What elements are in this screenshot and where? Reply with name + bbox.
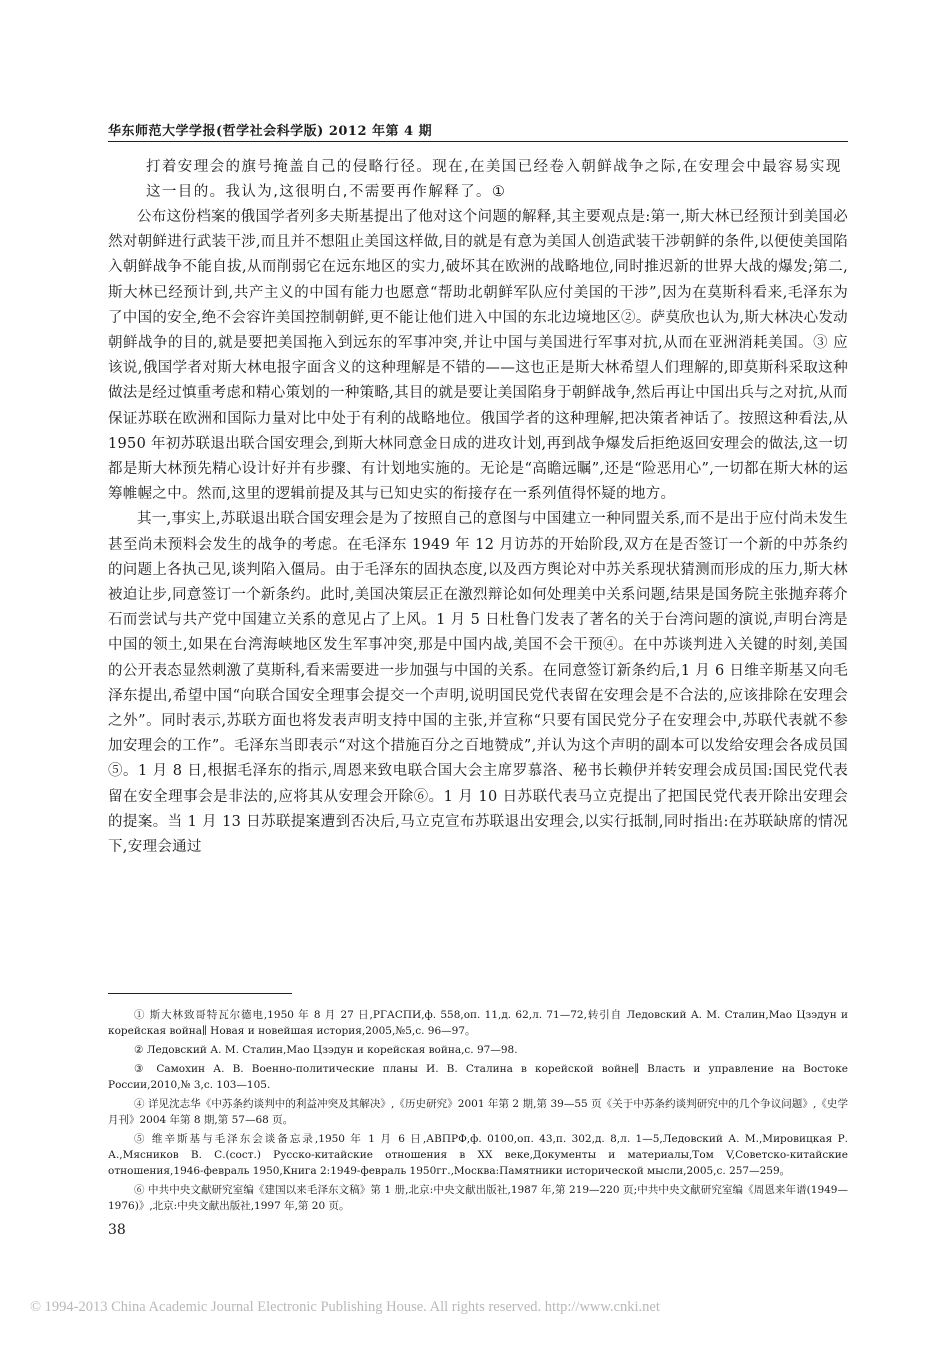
footnote-4: ④ 详见沈志华《中苏条约谈判中的利益冲突及其解决》,《历史研究》2001 年第 2 期,第 39—55 页《关于中苏条约谈判研究中的几个争议问题》,《史学月刊》2004 年第 8 期,第 57—68 页。 [108,1098,848,1126]
footnote-1: ① 斯大林致哥特瓦尔德电,1950 年 8 月 27 日,РГАСПИ,ф. 558,оп. 11,д. 62,л. 71—72,转引自 Ледовский А. М. Сталин,Мао Цзэдун и корейская война∥ Новая и новейшая история,2005,№5,с. 96—97。 [108,1009,848,1037]
footnote-rule [108,993,292,994]
block-quote: 打着安理会的旗号掩盖自己的侵略行径。现在,在美国已经卷入朝鲜战争之际,在安理会中最容易实现这一目的。我认为,这很明白,不需要再作解释了。① [146,159,842,200]
footnote-2: ② Ледовский А. М. Сталин,Мао Цзэдун и корейская война,с. 97—98. [134,1044,518,1056]
header-rule [108,141,848,142]
footnote-6: ⑥ 中共中央文献研究室编《建国以来毛泽东文稿》第 1 册,北京:中央文献出版社,1987 年,第 219—220 页;中共中央文献研究室编《周恩来年谱(1949—1976)》,北京:中央文献出版社,1997 年,第 20 页。 [108,1184,848,1212]
footnotes [108,1007,848,1217]
footnote-5: ⑤ 维辛斯基与毛泽东会谈备忘录,1950 年 1 月 6 日,АВПРФ,ф. 0100,оп. 43,п. 302,д. 8,л. 1—5,Ледовский А. М.,Мировицкая Р. А.,Мясников В. С.(сост.) Русско-китайские отношения в XX веке,Документы и материалы,Том V,Советско-китайские отношения,1946-февраль 1950,Книга 2:1949-февраль 1950гг.,Москва:Памятники исторической мысли,2005,с. 257—259。 [108,1133,848,1177]
footnote-3: ③ Самохин А. В. Военно-политические планы И. В. Сталина в корейской войне∥ Власть и управление на Востоке России,2010,№ 3,с. 103—105. [108,1063,848,1091]
main-text [108,155,848,860]
running-header: 华东师范大学学报(哲学社会科学版) 2012 年第 4 期 [108,124,433,139]
body-paragraph-1: 公布这份档案的俄国学者列多夫斯基提出了他对这个问题的解释,其主要观点是:第一,斯大林已经预计到美国必然对朝鲜进行武装干涉,而且并不想阻止美国这样做,目的就是有意为美国人创造武装干涉朝鲜的条件,以便使美国陷入朝鲜战争不能自拔,从而削弱它在远东地区的实力,破坏其在欧洲的战略地位,同时推迟新的世界大战的爆发;第二,斯大林已经预计到,共产主义的中国有能力也愿意“帮助北朝鲜军队应付美国的干涉”,因为在莫斯科看来,毛泽东为了中国的安全,绝不会容许美国控制朝鲜,更不能让他们进入中国的东北边境地区②。萨莫欣也认为,斯大林决心发动朝鲜战争的目的,就是要把美国拖入到远东的军事冲突,并让中国与美国进行军事对抗,从而在亚洲消耗美国。③ 应该说,俄国学者对斯大林电报字面含义的这种理解是不错的——这也正是斯大林希望人们理解的,即莫斯科采取这种做法是经过慎重考虑和精心策划的一种策略,其目的就是要让美国陷身于朝鲜战争,然后再让中国出兵与之对抗,从而保证苏联在欧洲和国际力量对比中处于有利的战略地位。俄国学者的这种理解,把决策者神话了。按照这种看法,从 1950 年初苏联退出联合国安理会,到斯大林同意金日成的进攻计划,再到战争爆发后拒绝返回安理会的做法,这一切都是斯大林预先精心设计好并有步骤、有计划地实施的。无论是“高瞻远瞩”,还是“险恶用心”,一切都在斯大林的运筹帷幄之中。然而,这里的逻辑前提及其与已知史实的衔接存在一系列值得怀疑的地方。 [108,209,848,503]
body-paragraph-2: 其一,事实上,苏联退出联合国安理会是为了按照自己的意图与中国建立一种同盟关系,而不是出于应付尚未发生甚至尚未预料会发生的战争的考虑。在毛泽东 1949 年 12 月访苏的开始阶段,双方在是否签订一个新的中苏条约的问题上各执己见,谈判陷入僵局。由于毛泽东的固执态度,以及西方舆论对中苏关系现状猜测而形成的压力,斯大林被迫让步,同意签订一个新条约。此时,美国决策层正在激烈辩论如何处理美中关系问题,结果是国务院主张抛弃蒋介石而尝试与共产党中国建立关系的意见占了上风。1 月 5 日杜鲁门发表了著名的关于台湾问题的演说,声明台湾是中国的领土,如果在台湾海峡地区发生军事冲突,那是中国内战,美国不会干预④。在中苏谈判进入关键的时刻,美国的公开表态显然刺激了莫斯科,看来需要进一步加强与中国的关系。在同意签订新条约后,1 月 6 日维辛斯基又向毛泽东提出,希望中国“向联合国安全理事会提交一个声明,说明国民党代表留在安理会是不合法的,应该排除在安理会之外”。同时表示,苏联方面也将发表声明支持中国的主张,并宣称“只要有国民党分子在安理会中,苏联代表就不参加安理会的工作”。毛泽东当即表示“对这个措施百分之百地赞成”,并认为这个声明的副本可以发给安理会各成员国⑤。1 月 8 日,根据毛泽东的指示,周恩来致电联合国大会主席罗慕洛、秘书长赖伊并转安理会成员国:国民党代表留在安全理事会是非法的,应将其从安理会开除⑥。1 月 10 日苏联代表马立克提出了把国民党代表开除出安理会的提案。当 1 月 13 日苏联提案遭到否决后,马立克宣布苏联退出安理会,以实行抵制,同时指出:在苏联缺席的情况下,安理会通过 [108,511,848,856]
page-number: 38 [108,1222,126,1238]
copyright-watermark: © 1994-2013 China Academic Journal Electronic Publishing House. All rights reserved. http://www.cnki.net [30,1299,660,1315]
